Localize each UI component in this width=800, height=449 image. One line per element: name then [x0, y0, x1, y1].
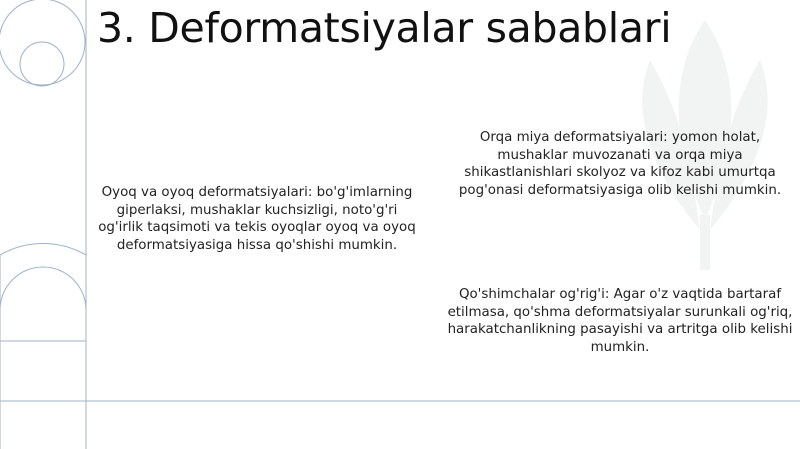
leg-deformations-paragraph: Oyoq va oyoq deformatsiyalari: bo'g'imlarning giperlaksi, mushaklar kuchsizligi, noto'g'ri og'irlik taqsimoti va tekis oyoqlar oyoq va oyoq deformatsiyasiga hissa qo'shishi mumkin.	[98, 185, 416, 253]
lower-arch-outline	[0, 267, 86, 310]
upper-arch-outline	[0, 243, 86, 255]
joint-pain-paragraph: Qo'shimchalar og'rig'i: Agar o'z vaqtida bartaraf etilmasa, qo'shma deformatsiyalar surunkali og'riq, harakatchanlikning pasayishi va artritga olib kelishi mumkin.	[447, 287, 793, 355]
slide-title: 3. Deformatsiyalar sabablari	[97, 4, 672, 52]
spinal-deformations-paragraph: Orqa miya deformatsiyalari: yomon holat, mushaklar muvozanati va orqa miya shikastlanishlari skolyoz va kifoz kabi umurtqa pog'onasi deformatsiyasiga olib kelishi mumkin.	[458, 130, 782, 198]
small-circle-outline	[20, 42, 64, 86]
